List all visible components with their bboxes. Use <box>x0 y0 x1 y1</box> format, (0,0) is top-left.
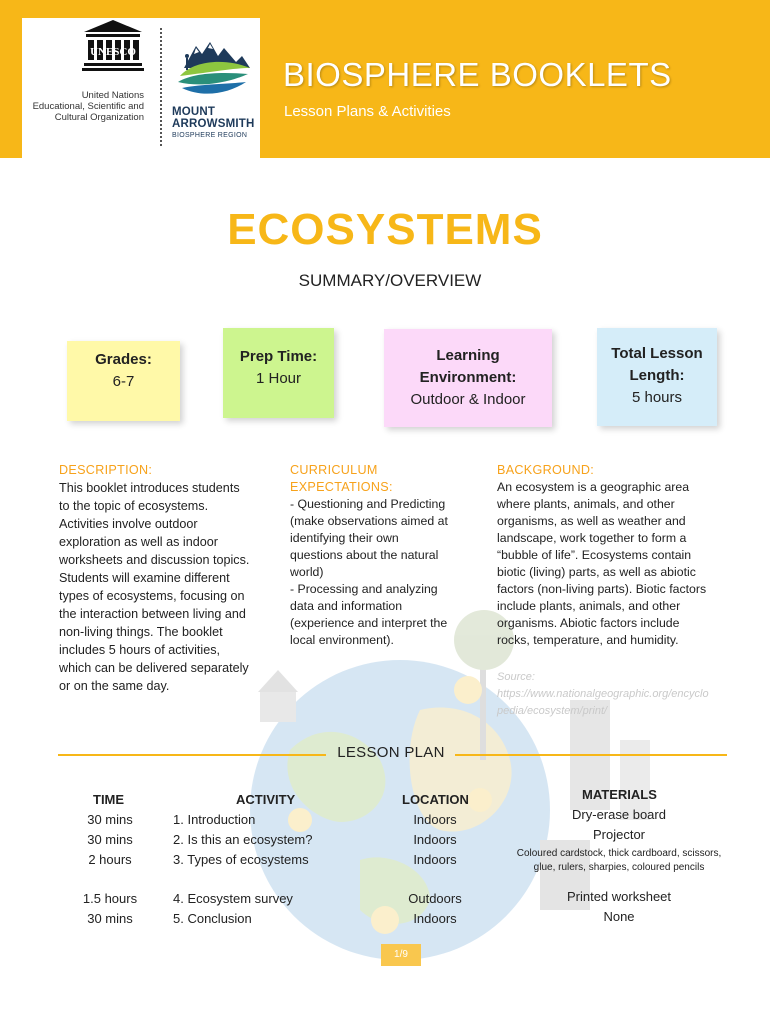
logo-divider <box>160 28 162 146</box>
activity-cell: 3. Types of ecosystems <box>173 852 309 867</box>
description-line: which can be delivered separately <box>59 661 249 675</box>
location-cell: Indoors <box>413 911 457 926</box>
curriculum-heading-1: CURRICULUM <box>290 463 378 477</box>
grades-value: 6-7 <box>112 373 135 390</box>
description-line: includes 5 hours of activities, <box>59 643 221 657</box>
background-section <box>497 462 711 649</box>
curriculum-line: data and information <box>290 599 403 613</box>
curriculum-line: world) <box>290 565 324 579</box>
env-label-2: Environment: <box>419 369 517 386</box>
env-label-1: Learning <box>436 347 500 364</box>
location-cell: Indoors <box>413 852 457 867</box>
logo-panel <box>22 18 260 158</box>
unesco-logo <box>82 18 144 74</box>
background-line: organisms. Abiotic factors include <box>497 616 680 630</box>
total-value: 5 hours <box>631 389 683 406</box>
curriculum-line: - Processing and analyzing <box>290 582 438 596</box>
materials-cell: Projector <box>592 827 646 842</box>
activity-column <box>173 810 373 929</box>
curriculum-line: questions about the natural <box>290 548 439 562</box>
background-line: factors (non-living parts). Biotic factors <box>497 582 707 596</box>
materials-cell: Printed worksheet <box>566 889 672 904</box>
mount-arrowsmith-name <box>172 106 256 139</box>
time-cell: 30 mins <box>87 832 133 847</box>
description-line: exploration as well as indoor <box>59 535 218 549</box>
materials-column <box>505 805 733 927</box>
description-line: This booklet introduces students <box>59 481 240 495</box>
page-title: ECOSYSTEMS <box>227 205 543 254</box>
background-line: include plants, animals, and other <box>497 599 681 613</box>
lesson-plan-title: LESSON PLAN <box>337 744 445 761</box>
location-cell: Outdoors <box>408 891 462 906</box>
time-header: TIME <box>93 792 125 807</box>
time-cell: 30 mins <box>87 812 133 827</box>
location-cell: Indoors <box>413 832 457 847</box>
page-number: 1/9 <box>381 944 421 966</box>
description-line: Students will examine different <box>59 571 230 585</box>
materials-header: MATERIALS <box>582 787 657 802</box>
description-line: non-living things. The booklet <box>59 625 223 639</box>
env-value: Outdoor & Indoor <box>410 391 526 408</box>
background-line: biotic (living) parts, as well as abiotic <box>497 565 696 579</box>
materials-cell: None <box>603 909 635 924</box>
header-banner <box>0 0 770 158</box>
unesco-line-1: United Nations <box>81 90 144 101</box>
curriculum-line: identifying their own <box>290 531 399 545</box>
mount-arrowsmith-logo <box>172 38 254 100</box>
unesco-name <box>22 90 144 123</box>
curriculum-line: local environment). <box>290 633 394 647</box>
activity-cell: 1. Introduction <box>173 812 256 827</box>
source-url-line[interactable]: pedia/ecosystem/print/ <box>497 705 608 717</box>
description-line: worksheets and discussion topics. <box>59 553 250 567</box>
materials-cell: Dry-erase board <box>572 807 666 822</box>
background-line: landscape, work together to form a <box>497 531 687 545</box>
materials-cell-line: Coloured cardstock, thick cardboard, scissors, <box>516 848 722 859</box>
grades-label: Grades: <box>95 351 152 368</box>
prep-time-note <box>223 328 334 418</box>
background-line: An ecosystem is a geographic area <box>497 480 690 494</box>
time-cell: 2 hours <box>88 852 132 867</box>
ma-line-1: MOUNT <box>172 106 216 118</box>
ma-line-2: ARROWSMITH <box>172 118 255 130</box>
location-header: LOCATION <box>402 792 469 807</box>
materials-cell <box>505 845 733 875</box>
curriculum-section <box>290 462 462 649</box>
curriculum-line: (make observations aimed at <box>290 514 448 528</box>
description-line: the interaction between living and <box>59 607 246 621</box>
materials-cell-line: glue, rulers, sharpies, coloured pencils <box>533 862 705 873</box>
activity-cell: 5. Conclusion <box>173 911 252 926</box>
description-line: types of ecosystems, focusing on <box>59 589 245 603</box>
description-line: or on the same day. <box>59 679 170 693</box>
description-line: to the topic of ecosystems. <box>59 499 209 513</box>
learning-environment-note <box>384 329 552 427</box>
time-cell: 1.5 hours <box>82 891 138 906</box>
prep-time-label: Prep Time: <box>239 348 318 365</box>
curriculum-heading-2: EXPECTATIONS: <box>290 480 393 494</box>
total-label-1: Total Lesson <box>611 345 703 362</box>
time-column <box>80 810 140 929</box>
location-column <box>392 810 478 929</box>
background-line: where plants, animals, and other <box>497 497 675 511</box>
activity-header: ACTIVITY <box>236 792 296 807</box>
unesco-line-3: Cultural Organization <box>54 112 144 123</box>
source-url-line[interactable]: https://www.nationalgeographic.org/encyclo <box>497 688 709 700</box>
time-cell: 30 mins <box>87 911 133 926</box>
background-line: rocks, temperature, and humidity. <box>497 633 679 647</box>
unesco-wordmark: UNESCO <box>90 46 136 58</box>
booklet-series-subtitle: Lesson Plans & Activities <box>284 103 451 120</box>
grades-note <box>67 341 180 421</box>
lesson-plan-rule-left <box>58 754 326 756</box>
total-length-note <box>597 328 717 426</box>
description-line: Activities involve outdoor <box>59 517 198 531</box>
ma-line-3: BIOSPHERE REGION <box>172 132 248 139</box>
activity-cell: 2. Is this an ecosystem? <box>173 832 313 847</box>
background-heading: BACKGROUND: <box>497 463 595 477</box>
unesco-line-2: Educational, Scientific and <box>32 101 144 112</box>
prep-time-value: 1 Hour <box>255 370 302 387</box>
source-label: Source: <box>497 671 535 683</box>
curriculum-line: - Questioning and Predicting <box>290 497 446 511</box>
description-section <box>59 461 259 695</box>
total-label-2: Length: <box>629 367 685 384</box>
description-heading: DESCRIPTION: <box>59 463 153 477</box>
background-line: “bubble of life”. Ecosystems contain <box>497 548 692 562</box>
lesson-plan-rule-right <box>455 754 727 756</box>
location-cell: Indoors <box>413 812 457 827</box>
overview-label: SUMMARY/OVERVIEW <box>298 271 482 290</box>
curriculum-line: (experience and interpret the <box>290 616 448 630</box>
source-citation <box>497 669 737 720</box>
background-line: organisms, as well as weather and <box>497 514 686 528</box>
booklet-series-title: BIOSPHERE BOOKLETS <box>283 56 672 93</box>
activity-cell: 4. Ecosystem survey <box>173 891 293 906</box>
